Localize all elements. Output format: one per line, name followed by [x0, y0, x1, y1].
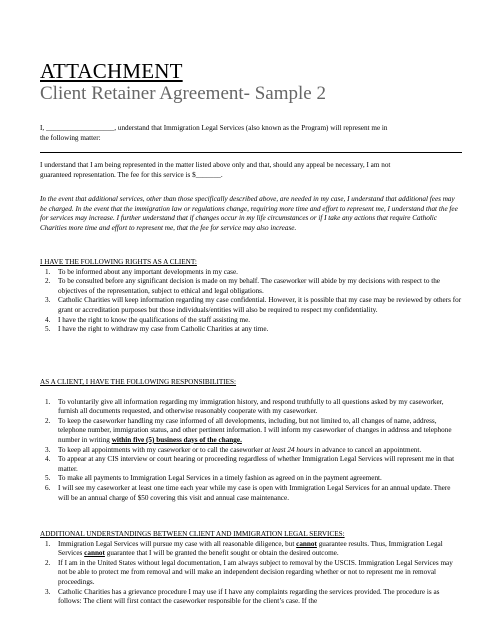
additional-fees-paragraph: In the event that additional services, other than those specifically described above, are needed in my case, I understand that additional fees may be charged. In the event that the immigration law or regulations change, requiring more time and effort to represent me, I understand that the fee for services may increase. I further understand that if changes occur in my life circumstances or if I take any actions that require Catholic Charities more time and effort to represent me, that the fee for service may also increase.	[40, 195, 458, 232]
list-item	[40, 559, 462, 588]
item-text: guarantee that I will be granted the benefit sought or obtain the desired outcome.	[104, 549, 339, 558]
responsibilities-section	[40, 378, 462, 503]
item-text: Catholic Charities has a grievance procedure I may use if I have any complaints regarding the services provided. The procedure is as follows: The client will first contact the caseworker responsible for the client’s case. If the	[58, 587, 440, 606]
list-item	[40, 540, 462, 559]
list-item	[40, 455, 462, 474]
rights-section	[40, 258, 462, 335]
page-title: ATTACHMENT	[40, 59, 183, 83]
item-text: I have the right to withdraw my case from Catholic Charities at any time.	[58, 325, 269, 334]
item-text: To make all payments to Immigration Legal Services in a timely fashion as agreed on in the payment agreement.	[58, 474, 382, 483]
item-text: To keep all appointments with my caseworker or to call the caseworker	[58, 445, 265, 454]
list-item	[40, 446, 462, 456]
item-text: To voluntarily give all information regarding my immigration history, and respond truthfully to all questions asked by my caseworker, furnish all documents requested, and otherwise reasonably cooperate with my caseworker.	[58, 397, 444, 416]
item-emphasis: cannot	[296, 539, 317, 548]
additional-list	[40, 540, 462, 607]
list-item	[40, 588, 462, 607]
item-number: 1.	[45, 267, 51, 276]
item-number: 1.	[45, 539, 51, 548]
item-text: Catholic Charities will keep information regarding my case confidential. However, it is possible that my case may be reviewed by others for grant or accreditation purposes but those individuals/entities will also be required to respect my confidentiality.	[58, 296, 462, 314]
item-number: 3.	[45, 296, 51, 305]
item-number: 2.	[45, 277, 51, 286]
rights-list	[40, 268, 462, 335]
list-item	[40, 484, 462, 503]
item-number: 6.	[45, 483, 51, 492]
additional-heading: ADDITIONAL UNDERSTANDINGS BETWEEN CLIENT AND IMMIGRATION LEGAL SERVICES:	[40, 530, 345, 538]
list-item	[40, 474, 462, 484]
responsibilities-list	[40, 398, 462, 504]
list-item	[40, 316, 462, 326]
item-text: To be consulted before any significant decision is made on my behalf. The caseworker will abide by my decisions with respect to the objectives of the representation, subject to ethical and legal obligations.	[58, 277, 440, 295]
item-emphasis: within five (5) business days of the change.	[111, 435, 242, 444]
item-text: in advance to cancel an appointment.	[312, 445, 422, 454]
list-item	[40, 268, 462, 278]
item-number: 3.	[45, 587, 51, 596]
rights-heading: I HAVE THE FOLLOWING RIGHTS AS A CLIENT:	[40, 258, 197, 266]
list-item	[40, 398, 462, 417]
representation-line: I understand that I am being represented in the matter listed above only and that, should any appeal be necessary, I am not	[40, 161, 391, 169]
responsibilities-heading: AS A CLIENT, I HAVE THE FOLLOWING RESPONSIBILITIES:	[40, 378, 237, 386]
item-number: 2.	[45, 416, 51, 425]
intro-paragraph	[40, 124, 462, 143]
item-number: 1.	[45, 397, 51, 406]
item-number: 4.	[45, 315, 51, 324]
list-item	[40, 325, 462, 335]
representation-line: guaranteed representation. The fee for this service is $_______.	[40, 170, 223, 179]
item-text: To be informed about any important developments in my case.	[58, 267, 238, 276]
item-emphasis: at least 24 hours	[264, 445, 313, 454]
item-text: If I am in the United States without legal documentation, I am always subject to removal by the USCIS. Immigration Legal Services may not be able to protect me from removal and will make an independent decision regarding whether or not to represent me in removal proceedings.	[58, 558, 453, 586]
matter-rule	[40, 152, 462, 153]
list-item	[40, 277, 462, 296]
list-item	[40, 417, 462, 446]
page-subtitle: Client Retainer Agreement- Sample 2	[40, 83, 326, 104]
item-text: I have the right to know the qualifications of the staff assisting me.	[58, 315, 251, 324]
item-number: 5.	[45, 325, 51, 334]
intro-line: the following matter:	[40, 133, 101, 142]
intro-line: I, ___________________, understand that Immigration Legal Services (also known as the Program) will represent me in	[40, 124, 388, 132]
item-emphasis: cannot	[84, 549, 105, 558]
additional-understandings-section	[40, 530, 462, 607]
item-number: 4.	[45, 455, 51, 464]
item-number: 5.	[45, 474, 51, 483]
item-text: To appear at any CIS interview or court hearing or proceeding regardless of whether Immigration Legal Services will represent me in that matter.	[58, 455, 455, 473]
item-text: I will see my caseworker at least one time each year while my case is open with Immigration Legal Services for an annual update. There will be an annual charge of $50 covering this visit and annual case maintenance.	[58, 483, 451, 502]
representation-paragraph	[40, 161, 462, 180]
list-item	[40, 296, 462, 315]
item-number: 3.	[45, 445, 51, 454]
item-text: Immigration Legal Services will pursue my case with all reasonable diligence, but	[58, 539, 297, 548]
item-text: To keep the caseworker handling my case informed of all developments, including, but not limited to, all changes of name, address, telephone number, immigration status, and other pertinent information. I will inform my caseworker of changes in address and telephone number in writing	[58, 416, 452, 444]
item-number: 2.	[45, 558, 51, 567]
item-text: guarantee results. Thus, Immigration Legal Services	[58, 539, 443, 558]
